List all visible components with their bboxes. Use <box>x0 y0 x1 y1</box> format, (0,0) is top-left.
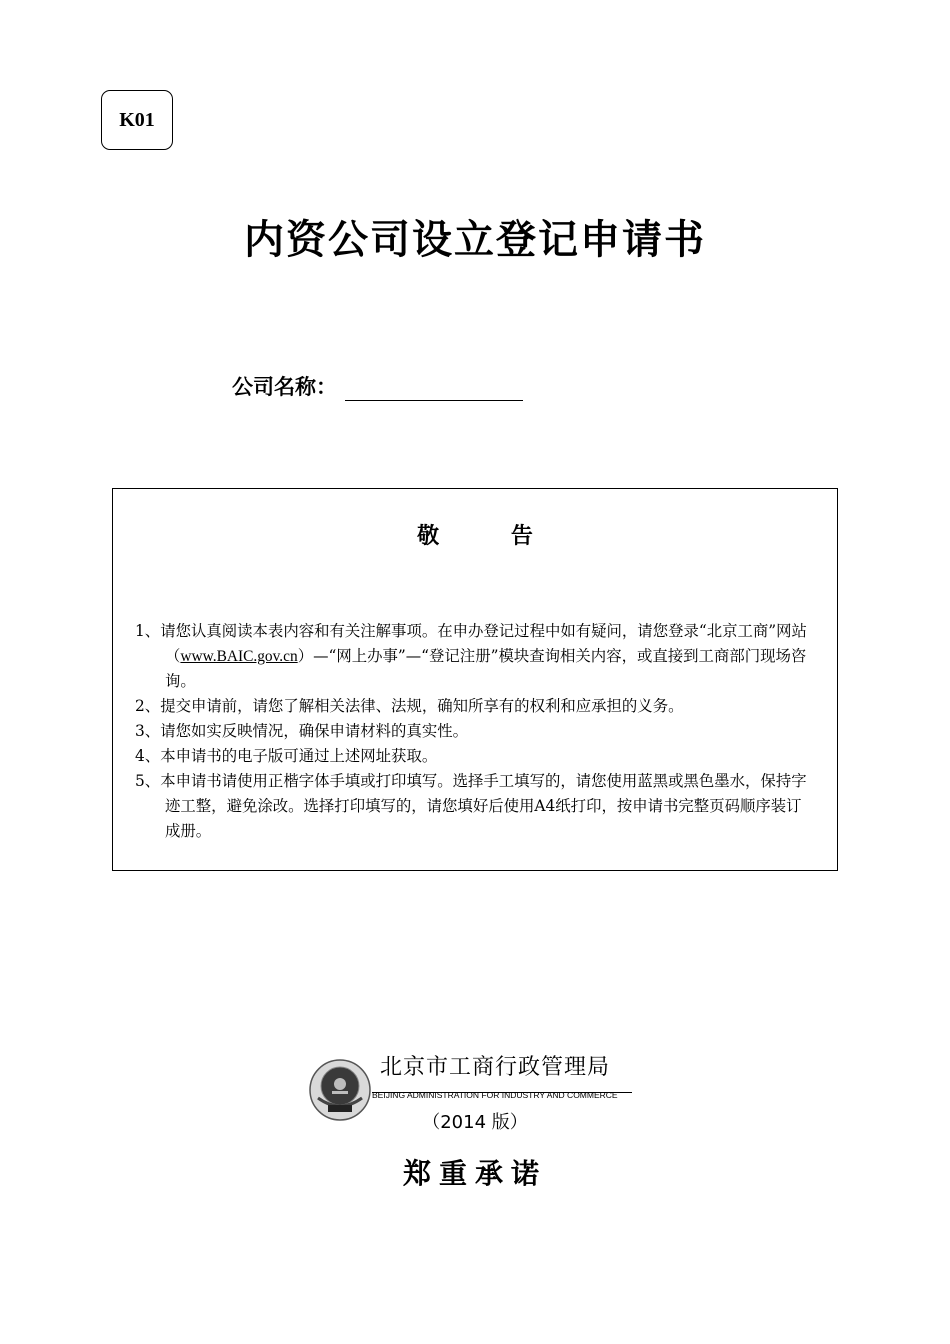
notice-item-number: 3、 <box>135 722 161 740</box>
notice-item-text: 请您如实反映情况，确保申请材料的真实性。 <box>160 722 469 740</box>
notice-box <box>112 488 838 871</box>
notice-item-5 <box>135 769 815 844</box>
notice-item-number: 5、 <box>135 772 161 790</box>
issuer-name: 北京市工商行政管理局 <box>380 1055 611 1080</box>
notice-item-text: 提交申请前，请您了解相关法律、法规，确知所享有的权利和应承担的义务。 <box>160 697 684 715</box>
notice-item-text: 本申请书的电子版可通过上述网址获取。 <box>160 747 438 765</box>
company-name-label: 公司名称： <box>232 374 337 399</box>
form-code: K01 <box>119 108 155 131</box>
website-link[interactable]: www.BAIC.gov.cn <box>180 648 298 665</box>
page-title: 内资公司设立登记申请书 <box>244 216 706 263</box>
form-code-badge <box>101 90 173 150</box>
notice-title: 敬 告 <box>417 523 565 549</box>
pledge-heading: 郑重承诺 <box>402 1157 547 1190</box>
notice-item-number: 4、 <box>135 747 161 765</box>
notice-item-text: 本申请书请使用正楷字体手填或打印填写。选择手工填写的，请您使用蓝黑或黑色墨水，保持字迹工整，避免涂改。选择打印填写的，请您填好后使用A4纸打印，按申请书完整页码顺序装订成册。 <box>160 772 807 840</box>
edition-label: （2014 版） <box>422 1112 528 1133</box>
notice-item-text: ）—“网上办事”—“登记注册”模块查询相关内容，或直接到工商部门现场咨询。 <box>165 647 807 690</box>
notice-list <box>135 619 815 844</box>
notice-item-4 <box>135 744 815 769</box>
notice-item-number: 1、 <box>135 622 161 640</box>
notice-item-1 <box>135 619 815 694</box>
company-name-field[interactable] <box>345 370 523 401</box>
notice-item-3 <box>135 719 815 744</box>
notice-item-number: 2、 <box>135 697 161 715</box>
issuer-name-english: BEIJING ADMINISTRATION FOR INDUSTRY AND COMMERCE <box>372 1090 618 1100</box>
notice-item-text: 请您认真阅读本表内容和有关注解事项。在申办登记过程中如有疑问，请您登录“北京工商”网站（ <box>160 622 807 665</box>
company-name-row <box>232 370 523 401</box>
notice-item-2 <box>135 694 815 719</box>
